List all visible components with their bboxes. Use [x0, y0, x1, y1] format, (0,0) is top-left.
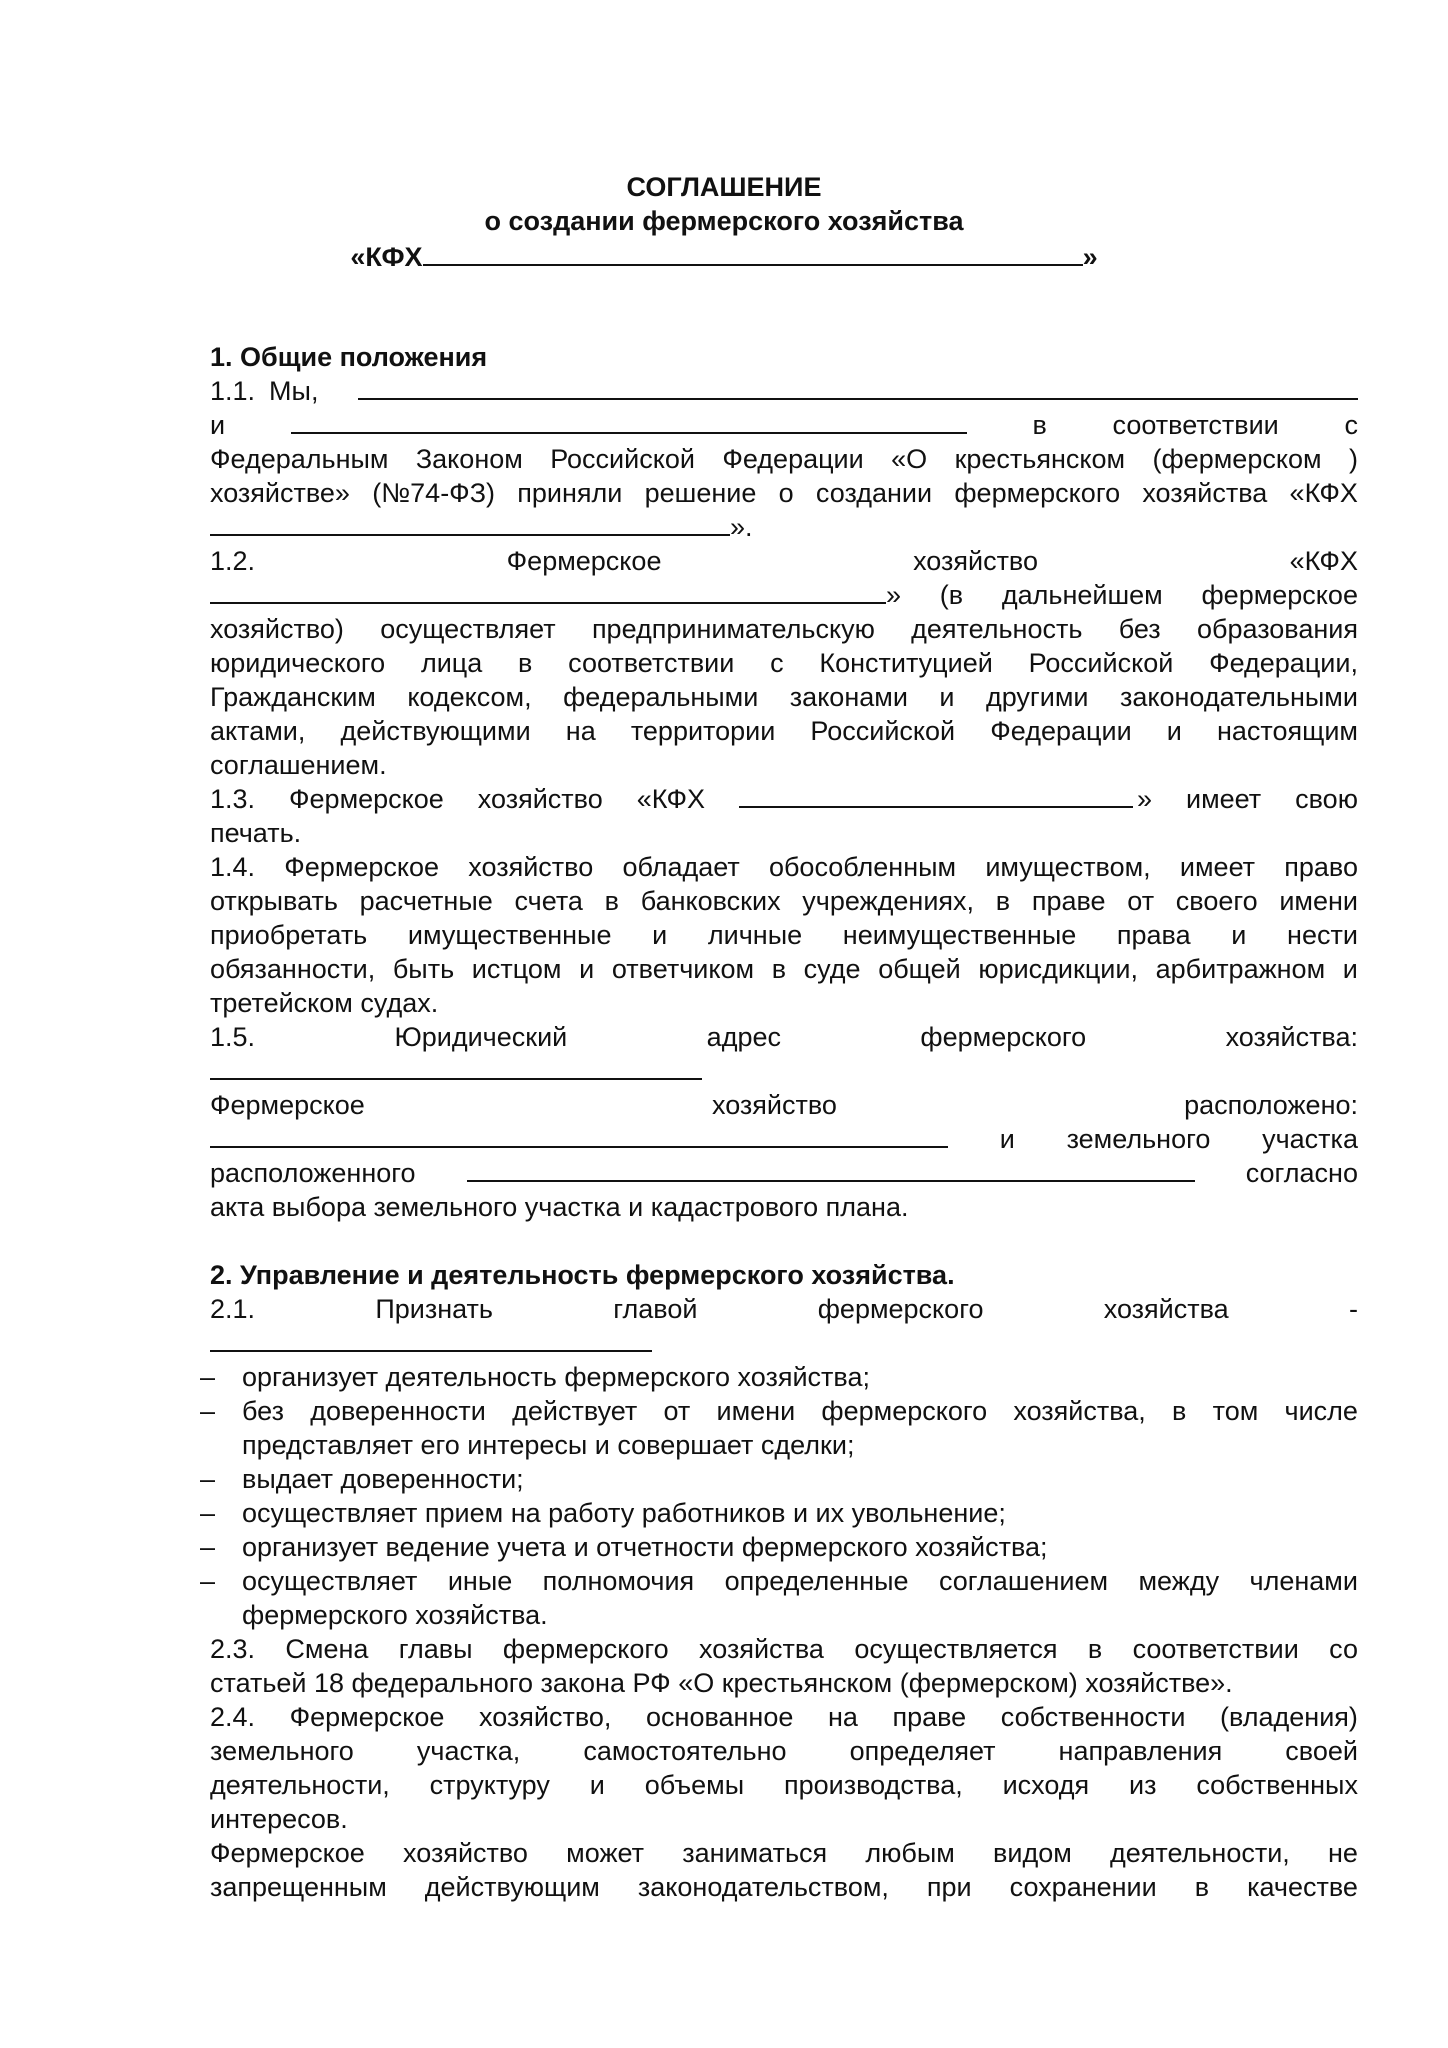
word: имени: [1279, 886, 1358, 916]
word: фермерского: [817, 1294, 984, 1324]
p11-v: в: [1032, 410, 1047, 440]
word: хозяйства:: [1225, 1022, 1358, 1052]
word: »: [886, 580, 902, 610]
p13-line2: печать.: [210, 818, 302, 848]
word: и: [1231, 920, 1247, 950]
word: Фермерское: [210, 1838, 365, 1868]
word: имеет: [1179, 852, 1256, 882]
word: арбитражном: [1155, 954, 1326, 984]
p24-line3: [210, 1768, 1358, 1802]
word: о: [778, 478, 794, 508]
bullet-2-line2: представляет его интересы и совершает сделки;: [242, 1430, 855, 1460]
word: имени: [716, 1396, 796, 1426]
p11-line1: [210, 374, 1358, 408]
word: и: [939, 682, 955, 712]
word: фермерского: [954, 478, 1121, 508]
word: Юридический: [394, 1022, 568, 1052]
word: открывать: [210, 886, 338, 916]
word: Конституцией: [819, 648, 993, 678]
word: 1.3.: [210, 784, 256, 814]
word: качестве: [1247, 1872, 1358, 1902]
word: расчетные: [359, 886, 493, 916]
word: Фермерское: [210, 1090, 365, 1120]
p14-line3: [210, 918, 1358, 952]
kfh-name-blank[interactable]: [423, 240, 1083, 266]
word: актами,: [210, 716, 306, 746]
p13-blank-group: [739, 782, 1152, 816]
word: (№74-ФЗ): [372, 478, 496, 508]
p11-number: 1.1.: [210, 376, 256, 406]
word: числе: [1284, 1396, 1358, 1426]
p23-line2: статьей 18 федерального закона РФ «О крестьянском (фермерском) хозяйстве».: [210, 1668, 1233, 1698]
word: фермерского: [821, 1396, 988, 1426]
word: права: [1116, 920, 1191, 950]
word: расположено:: [1184, 1090, 1358, 1120]
word: на: [827, 1702, 858, 1732]
p15-line5: [210, 1156, 1358, 1190]
p11-end: ».: [730, 512, 753, 542]
word: своего: [1175, 886, 1258, 916]
p11-sootv: соответствии: [1112, 410, 1279, 440]
word: определенные: [724, 1566, 909, 1596]
bullet-dash: –: [200, 1498, 216, 1528]
word: «КФХ: [1289, 546, 1358, 576]
member-name-blank-2[interactable]: [291, 408, 967, 434]
word: обязанности,: [210, 954, 376, 984]
word: (в: [939, 580, 964, 610]
word: участка: [1262, 1124, 1358, 1154]
word: Гражданским: [210, 682, 376, 712]
word: объемы: [644, 1770, 745, 1800]
word: федеральными: [563, 682, 759, 712]
p15-line4: [210, 1122, 1358, 1156]
word: «О: [891, 444, 928, 474]
word: сохранении: [1009, 1872, 1157, 1902]
word: хозяйство): [210, 614, 344, 644]
word: 2.4.: [210, 1702, 256, 1732]
kfh-name-blank-p11[interactable]: [210, 510, 730, 536]
word: крестьянском: [954, 444, 1126, 474]
word: и: [1166, 716, 1182, 746]
p11-line2: [210, 408, 1358, 442]
p12-blank-group: [210, 578, 901, 612]
word: без: [242, 1396, 284, 1426]
word: Российской: [1028, 648, 1174, 678]
word: действующими: [340, 716, 531, 746]
word: действует: [512, 1396, 638, 1426]
p15-line3: [210, 1088, 1358, 1122]
word: Признать: [375, 1294, 493, 1324]
word: банковских: [640, 886, 781, 916]
word: осуществляет: [380, 614, 556, 644]
word: предпринимательскую: [591, 614, 875, 644]
word: истцом: [471, 954, 562, 984]
bullet-dash: –: [200, 1532, 216, 1562]
word: фермерского: [920, 1022, 1087, 1052]
word: в: [1172, 1396, 1187, 1426]
word: создании: [815, 478, 933, 508]
word: соответствии: [1132, 1634, 1299, 1664]
word: обладает: [622, 852, 740, 882]
legal-address-blank[interactable]: [210, 1054, 702, 1080]
p15-line1: [210, 1020, 1358, 1054]
p25-line2: [210, 1870, 1358, 1904]
word: самостоятельно: [583, 1736, 787, 1766]
word: личные: [707, 920, 803, 950]
word: хозяйство: [477, 784, 603, 814]
title-kfh-close: »: [1082, 242, 1098, 272]
word: нести: [1287, 920, 1358, 950]
word: другими: [985, 682, 1089, 712]
word: соглашением: [938, 1566, 1109, 1596]
word: основанное: [646, 1702, 794, 1732]
bullet-3: выдает доверенности;: [242, 1464, 524, 1494]
word: согласно: [1245, 1158, 1358, 1188]
word: законодательством,: [637, 1872, 889, 1902]
word: заниматься: [682, 1838, 828, 1868]
p12-line2: [210, 578, 1358, 612]
p12-line6: [210, 714, 1358, 748]
word: Российской: [810, 716, 956, 746]
word: направления: [1058, 1736, 1223, 1766]
word: деятельности,: [210, 1770, 390, 1800]
word: главы: [398, 1634, 473, 1664]
word: хозяйство,: [479, 1702, 612, 1732]
section-1-heading: 1. Общие положения: [210, 342, 488, 372]
word: и: [999, 1124, 1015, 1154]
word: в: [771, 954, 787, 984]
word: хозяйства: [1142, 478, 1268, 508]
word: Федерации,: [1209, 648, 1358, 678]
word: хозяйства,: [1013, 1396, 1146, 1426]
word: своей: [1285, 1736, 1358, 1766]
word: хозяйство: [913, 546, 1038, 576]
land-plot-location-blank[interactable]: [467, 1156, 1195, 1182]
word: доверенности: [310, 1396, 486, 1426]
document-title-kfh-line: [0, 240, 1448, 274]
word: (владения): [1220, 1702, 1358, 1732]
p14-line1: [210, 850, 1358, 884]
word: 2.1.: [210, 1294, 256, 1324]
p11-s: с: [1344, 410, 1358, 440]
word: 1.5.: [210, 1022, 256, 1052]
word: видом: [993, 1838, 1072, 1868]
word: суде: [803, 954, 861, 984]
bullet-4: осуществляет прием на работу работников и их увольнение;: [242, 1498, 1006, 1528]
word: иные: [447, 1566, 513, 1596]
word: из: [1129, 1770, 1157, 1800]
word: приобретать: [210, 920, 368, 950]
word: Российской: [550, 444, 695, 474]
bullet-6-line1: [242, 1564, 1358, 1598]
p15-line6: акта выбора земельного участка и кадастрового плана.: [210, 1192, 909, 1222]
word: образования: [1197, 614, 1358, 644]
word: счета: [514, 886, 583, 916]
word: может: [566, 1838, 644, 1868]
word: на: [565, 716, 596, 746]
kfh-name-blank-p12[interactable]: [210, 578, 886, 604]
p14-line2: [210, 884, 1358, 918]
word: неимущественные: [842, 920, 1077, 950]
word: в: [604, 886, 620, 916]
word: том: [1212, 1396, 1259, 1426]
p12-line4: [210, 646, 1358, 680]
word: деятельность: [911, 614, 1083, 644]
word: имуществом,: [985, 852, 1151, 882]
p24-line4: интересов.: [210, 1804, 348, 1834]
word: и: [1342, 954, 1358, 984]
word: территории: [630, 716, 776, 746]
p13-line1: [210, 782, 1358, 816]
word: земельного: [210, 1736, 354, 1766]
bullet-dash: –: [200, 1566, 216, 1596]
word: хозяйства: [699, 1634, 824, 1664]
word: Фермерское: [289, 1702, 445, 1732]
word: запрещенным: [210, 1872, 387, 1902]
bullet-1: организует деятельность фермерского хозяйства;: [242, 1362, 870, 1392]
bullet-2-line1: [242, 1394, 1358, 1428]
member-name-blank-1[interactable]: [358, 374, 1358, 400]
word: любым: [865, 1838, 955, 1868]
word: (фермерском: [1152, 444, 1322, 474]
word: исходя: [1002, 1770, 1090, 1800]
word: Фермерское: [289, 784, 444, 814]
word: Федеральным: [210, 444, 389, 474]
word: »: [1137, 784, 1153, 814]
word: законодательными: [1119, 682, 1358, 712]
p24-line2: [210, 1734, 1358, 1768]
word: членами: [1249, 1566, 1358, 1596]
p14-line5: третейском судах.: [210, 988, 439, 1018]
word: полномочия: [542, 1566, 695, 1596]
word: соответствии: [568, 648, 735, 678]
word: быть: [392, 954, 455, 984]
word: общей: [878, 954, 961, 984]
word: хозяйство: [403, 1838, 528, 1868]
word: хозяйство: [712, 1090, 837, 1120]
word: юрисдикции,: [978, 954, 1138, 984]
word: в: [1087, 1634, 1103, 1664]
p11-my: Мы,: [269, 376, 319, 406]
word: законами: [789, 682, 908, 712]
word: в: [995, 886, 1011, 916]
word: лица: [420, 648, 483, 678]
word: имеет: [1186, 784, 1262, 814]
word: приняли: [517, 478, 623, 508]
word: учреждениях,: [802, 886, 975, 916]
word: определяет: [849, 1736, 996, 1766]
location-blank[interactable]: [210, 1122, 948, 1148]
document-subtitle: о создании фермерского хозяйства: [484, 206, 964, 236]
word: имущественные: [407, 920, 612, 950]
bullet-6-line2: фермерского хозяйства.: [242, 1600, 548, 1630]
word: со: [1329, 1634, 1358, 1664]
word: и: [652, 920, 668, 950]
word: фермерское: [1201, 580, 1358, 610]
word: адрес: [706, 1022, 781, 1052]
word: осуществляет: [242, 1566, 418, 1596]
p11-line5: [210, 510, 1358, 544]
bullet-5: организует ведение учета и отчетности фермерского хозяйства;: [242, 1532, 1048, 1562]
word: и: [579, 954, 595, 984]
bullet-dash: –: [200, 1464, 216, 1494]
word: Смена: [285, 1634, 369, 1664]
p12-line5: [210, 680, 1358, 714]
title-kfh-label: «КФХ: [350, 242, 423, 272]
word: хозяйстве»: [210, 478, 350, 508]
word: собственности: [1000, 1702, 1186, 1732]
word: расположенного: [210, 1158, 416, 1188]
word: не: [1328, 1838, 1358, 1868]
word: Фермерское: [284, 852, 440, 882]
word: участка,: [416, 1736, 521, 1766]
word: 1.2.: [210, 546, 256, 576]
word: при: [926, 1872, 972, 1902]
word: хозяйство: [468, 852, 594, 882]
p12-line3: [210, 612, 1358, 646]
word: структуру: [429, 1770, 550, 1800]
word: -: [1348, 1294, 1358, 1324]
word: без: [1118, 614, 1161, 644]
word: ): [1348, 444, 1358, 474]
p12-line7: соглашением.: [210, 750, 387, 780]
p11-i: и: [210, 410, 226, 440]
word: и: [589, 1770, 605, 1800]
word: между: [1138, 1566, 1220, 1596]
word: главой: [613, 1294, 698, 1324]
word: кодексом,: [407, 682, 532, 712]
word: настоящим: [1217, 716, 1358, 746]
p15-line2: [210, 1054, 1358, 1080]
word: осуществляется: [854, 1634, 1058, 1664]
farm-head-name-blank[interactable]: [210, 1326, 652, 1352]
word: 1.4.: [210, 852, 256, 882]
word: деятельности,: [1110, 1838, 1290, 1868]
word: от: [663, 1396, 691, 1426]
bullet-dash: –: [200, 1362, 216, 1392]
p11-line4: [210, 476, 1358, 510]
document-title: СОГЛАШЕНИЕ: [626, 172, 822, 202]
word: 2.3.: [210, 1634, 256, 1664]
p25-line1: [210, 1836, 1358, 1870]
p24-line1: [210, 1700, 1358, 1734]
word: в: [1194, 1872, 1210, 1902]
word: в: [518, 648, 533, 678]
p11-line3: [210, 442, 1358, 476]
word: собственных: [1196, 1770, 1358, 1800]
word: свою: [1295, 784, 1358, 814]
word: Федерации: [990, 716, 1132, 746]
word: «КФХ: [636, 784, 706, 814]
word: производства,: [783, 1770, 963, 1800]
word: от: [1127, 886, 1155, 916]
word: хозяйства: [1103, 1294, 1229, 1324]
word: «КФХ: [1289, 478, 1358, 508]
word: право: [1284, 852, 1358, 882]
word: Федерации: [722, 444, 864, 474]
p14-line4: [210, 952, 1358, 986]
word: решение: [644, 478, 757, 508]
word: обособленным: [768, 852, 957, 882]
word: Законом: [415, 444, 523, 474]
p21-line1: [210, 1292, 1358, 1326]
kfh-name-blank-p13[interactable]: [739, 782, 1133, 808]
p21-line2: [210, 1326, 1358, 1352]
p12-line1: [210, 544, 1358, 578]
word: Фермерское: [506, 546, 662, 576]
word: юридического: [210, 648, 386, 678]
bullet-dash: –: [200, 1396, 216, 1426]
word: земельного: [1066, 1124, 1211, 1154]
word: фермерского: [502, 1634, 669, 1664]
section-2-heading: 2. Управление и деятельность фермерского хозяйства.: [210, 1260, 955, 1290]
word: дальнейшем: [1001, 580, 1163, 610]
word: праве: [1031, 886, 1106, 916]
word: действующим: [424, 1872, 600, 1902]
word: праве: [892, 1702, 967, 1732]
word: с: [770, 648, 784, 678]
word: ответчиком: [611, 954, 755, 984]
p23-line1: [210, 1632, 1358, 1666]
